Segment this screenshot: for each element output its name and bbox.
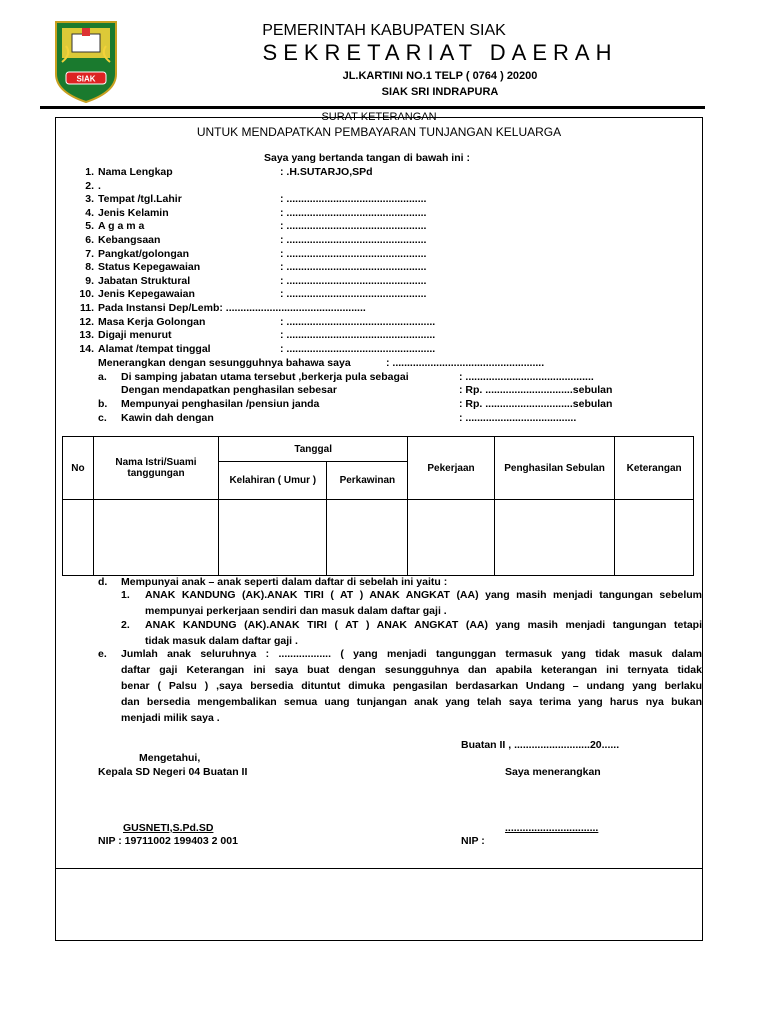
col-birth: Kelahiran ( Umur ) xyxy=(219,462,327,500)
field-number: 5. xyxy=(85,220,94,232)
principal-nip: NIP : 19711002 199403 2 001 xyxy=(98,835,238,847)
place-date: Buatan II , ..........................20...... xyxy=(461,739,620,751)
col-spouse-name: Nama Istri/Suami tanggungan xyxy=(93,437,218,500)
child-item-1-line2: mempunyai perkerjaan sendiri dan masuk dalam daftar gaji . xyxy=(145,605,447,617)
table-cell xyxy=(63,500,94,576)
field-label: Nama Lengkap xyxy=(98,166,173,178)
field-value: : ................................................ xyxy=(280,261,427,273)
field-number: 7. xyxy=(85,248,94,260)
field-value: : ................................................ xyxy=(280,288,427,300)
declarant-label: Saya menerangkan xyxy=(505,766,601,778)
header-city: SIAK SRI INDRAPURA xyxy=(381,86,499,98)
field-label: Jenis Kepegawaian xyxy=(98,288,195,300)
table-cell xyxy=(494,500,614,576)
table-cell xyxy=(408,500,495,576)
child-item-2-no: 2. xyxy=(121,619,130,631)
field-label: Digaji menurut xyxy=(98,329,172,341)
statement-line-4: dan bersedia mengembalikan semua uang tunjangan anak yang telah saya terima yang harus nya bukan xyxy=(121,696,702,708)
item-a-no: a. xyxy=(98,371,107,383)
declaration-line: Menerangkan dengan sesungguhnya bahawa saya xyxy=(98,357,351,369)
field-value: : ................................................ xyxy=(280,207,427,219)
declarant-nip: NIP : xyxy=(461,835,485,847)
field-number: 13. xyxy=(79,329,94,341)
field-number: 8. xyxy=(85,261,94,273)
family-table xyxy=(62,436,694,576)
item-e-no: e. xyxy=(98,648,107,660)
col-no: No xyxy=(63,437,94,500)
table-cell xyxy=(615,500,694,576)
field-number: 3. xyxy=(85,193,94,205)
field-value: : ................................................ xyxy=(280,220,427,232)
field-label: Pangkat/golongan xyxy=(98,248,190,260)
field-value: : ................................................ xyxy=(280,234,427,246)
item-c-text: Kawin dah dengan xyxy=(121,412,214,424)
field-value: : ................................................ xyxy=(280,193,427,205)
principal-title: Kepala SD Negeri 04 Buatan II xyxy=(98,766,248,778)
field-value: : ................................................ xyxy=(280,275,427,287)
field-value: : ................................................... xyxy=(280,329,436,341)
item-c-no: c. xyxy=(98,412,107,424)
item-b-no: b. xyxy=(98,398,108,410)
field-label: A g a m a xyxy=(98,220,145,232)
field-label: Status Kepegawaian xyxy=(98,261,201,273)
field-value: : ................................................... xyxy=(280,316,436,328)
item-d-no: d. xyxy=(98,576,108,588)
field-label: Pada Instansi Dep/Lemb: ................................................ xyxy=(98,302,366,314)
child-item-2-line2: tidak masuk dalam daftar gaji . xyxy=(145,635,298,647)
field-label: Kebangsaan xyxy=(98,234,161,246)
statement-line-5: menjadi milik saya . xyxy=(121,712,220,724)
col-remarks: Keterangan xyxy=(615,437,694,500)
item-a2-text: Dengan mendapatkan penghasilan sebesar xyxy=(121,384,337,396)
field-number: 14. xyxy=(79,343,94,355)
field-number: 9. xyxy=(85,275,94,287)
field-number: 10. xyxy=(79,288,94,300)
table-cell xyxy=(219,500,327,576)
table-row xyxy=(63,500,694,576)
field-label: Jabatan Struktural xyxy=(98,275,191,287)
intro-text: Saya yang bertanda tangan di bawah ini : xyxy=(264,152,470,164)
logo-label: SIAK xyxy=(76,74,96,84)
item-b-text: Mempunyai penghasilan /pensiun janda xyxy=(121,398,320,410)
col-date-group: Tanggal xyxy=(219,437,408,462)
acknowledged-label: Mengetahui, xyxy=(139,752,201,764)
header-government: PEMERINTAH KABUPATEN SIAK xyxy=(262,22,506,39)
child-item-1-line1: ANAK KANDUNG (AK).ANAK TIRI ( AT ) ANAK ANGKAT (AA) yang masih menjadi tangungan sebelum xyxy=(145,589,702,601)
statement-line-3: benar ( Palsu ) ,saya bersedia dituntut dimuka pengasilan berdasarkan Undang – undang yang berlaku xyxy=(121,680,702,692)
field-number: 2. xyxy=(85,180,94,192)
field-number: 12. xyxy=(79,316,94,328)
field-number: 1. xyxy=(85,166,94,178)
field-number: 11. xyxy=(79,302,94,314)
field-label: . xyxy=(98,180,101,192)
field-label: Masa Kerja Golongan xyxy=(98,316,206,328)
field-value: : .H.SUTARJO,SPd xyxy=(280,166,373,178)
doc-subtitle: UNTUK MENDAPATKAN PEMBAYARAN TUNJANGAN KELUARGA xyxy=(196,125,562,139)
field-value: : ................................................ xyxy=(280,248,427,260)
child-item-2-line1: ANAK KANDUNG (AK).ANAK TIRI ( AT ) ANAK ANGKAT (AA) yang masih menjadi tangungan tetapi xyxy=(145,619,702,631)
statement-line-2: daftar gaji Keterangan ini saya buat dengan sesungguhnya dan apabila keterangan ini ternyata tidak xyxy=(121,664,702,676)
child-item-1-no: 1. xyxy=(121,589,130,601)
field-value: : ................................................... xyxy=(280,343,436,355)
field-number: 6. xyxy=(85,234,94,246)
declaration-line-value: : .................................................... xyxy=(386,357,545,369)
header-office: SEKRETARIAT DAERAH xyxy=(262,40,618,65)
field-number: 4. xyxy=(85,207,94,219)
header-address: JL.KARTINI NO.1 TELP ( 0764 ) 20200 xyxy=(342,70,538,82)
doc-title: SURAT KETERANGAN xyxy=(321,111,437,123)
col-occupation: Pekerjaan xyxy=(408,437,495,500)
field-label: Jenis Kelamin xyxy=(98,207,169,219)
field-label: Tempat /tgl.Lahir xyxy=(98,193,182,205)
item-b-value: : Rp. ..............................sebulan xyxy=(459,398,613,410)
header-rule xyxy=(40,106,705,109)
item-c-value: : ...................................... xyxy=(459,412,577,424)
item-a2-value: : Rp. ..............................sebulan xyxy=(459,384,613,396)
item-a-text: Di samping jabatan utama tersebut ,berkerja pula sebagai xyxy=(121,371,409,383)
table-cell xyxy=(327,500,408,576)
col-income: Penghasilan Sebulan xyxy=(494,437,614,500)
principal-name: GUSNETI,S.Pd.SD xyxy=(123,822,214,834)
statement-line-1: Jumlah anak seluruhnya : .................. ( yang menjadi tangunggan termasuk yang tidak masuk dalam xyxy=(121,648,702,660)
field-label: Alamat /tempat tinggal xyxy=(98,343,211,355)
item-d-text: Mempunyai anak – anak seperti dalam daftar di sebelah ini yaitu : xyxy=(121,576,448,588)
footer-divider xyxy=(55,868,703,869)
table-cell xyxy=(93,500,218,576)
col-marriage: Perkawinan xyxy=(327,462,408,500)
item-a-value: : ............................................ xyxy=(459,371,594,383)
declarant-name: ................................ xyxy=(505,822,599,834)
